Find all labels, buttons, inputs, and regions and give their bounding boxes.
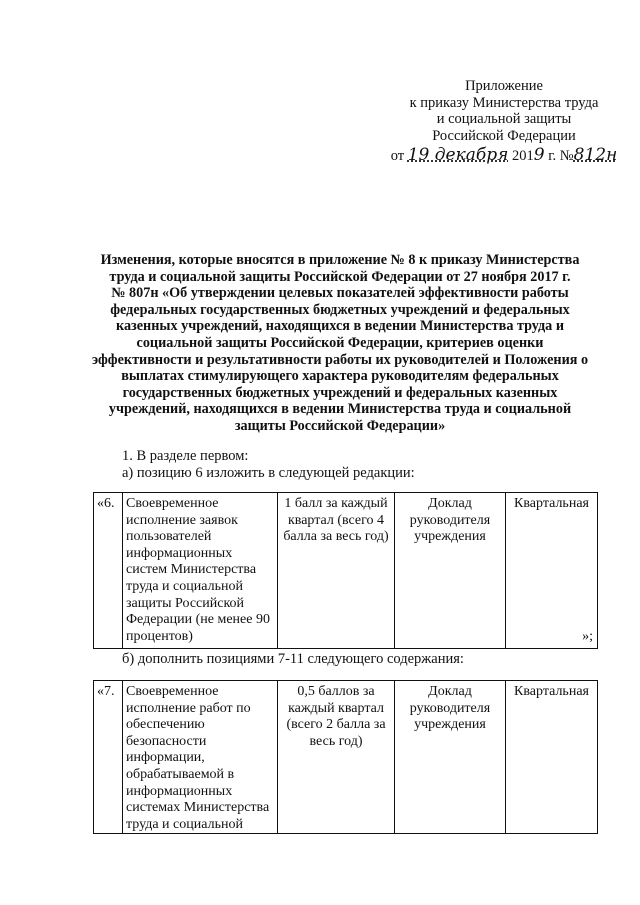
title-line: учреждений, находящихся в ведении Министерства труда и социальной	[108, 401, 572, 418]
cell-period	[506, 493, 598, 649]
section-item-b: б) дополнить позициями 7-11 следующего содержания:	[122, 651, 464, 667]
table-positions-7-11	[93, 680, 598, 834]
cell-score: 1 балл за каждый квартал (всего 4 балла за весь год)	[278, 493, 395, 649]
appendix-title: Приложение	[465, 78, 543, 94]
table-row	[94, 681, 598, 834]
title-line: эффективности и результативности работы их руководителей и Положения о	[91, 351, 589, 368]
title-line: социальной защиты Российской Федерации, критериев оценки	[136, 334, 544, 351]
title-line: труда и социальной защиты Российской Федерации от 27 ноября 2017 г.	[109, 268, 571, 285]
cell-report: Доклад руководителя учреждения	[395, 493, 506, 649]
handwritten-date: 19 декабря	[407, 145, 509, 165]
cell-number: «7.	[94, 681, 123, 834]
cell-score: 0,5 баллов за каждый квартал (всего 2 балла за весь год)	[278, 681, 395, 834]
appendix-ministry-line: и социальной защиты	[436, 111, 572, 127]
date-prefix: от	[390, 148, 405, 164]
table-position-6	[93, 492, 598, 649]
cell-description: Своевременное исполнение работ по обеспечению безопасности информации, обрабатываемой в информационных системах Министерства труда и социальной	[123, 681, 278, 834]
section-item-1: 1. В разделе первом:	[122, 448, 249, 464]
title-line: № 807н «Об утверждении целевых показателей эффективности работы	[111, 285, 569, 302]
handwritten-year: 9	[533, 145, 545, 165]
closing-quote: »;	[582, 629, 593, 645]
cell-description: Своевременное исполнение заявок пользователей информационных систем Министерства труда и социальной защиты Российской Федерации (не менее 90 процентов)	[123, 493, 278, 649]
title-line: федеральных государственных бюджетных учреждений и федеральных	[110, 301, 570, 318]
title-line: выплатах стимулирующего характера руководителям федеральных	[121, 368, 559, 385]
appendix-date-line	[380, 147, 628, 165]
number-prefix: г. №	[548, 148, 574, 164]
title-line: Изменения, которые вносятся в приложение № 8 к приказу Министерства	[100, 252, 580, 268]
cell-report: Доклад руководителя учреждения	[395, 681, 506, 834]
handwritten-number: 812н	[573, 145, 618, 165]
appendix-order-ref: к приказу Министерства труда	[409, 94, 599, 111]
title-line: казенных учреждений, находящихся в ведении Министерства труда и	[116, 318, 564, 335]
section-item-a: а) позицию 6 изложить в следующей редакции:	[122, 465, 415, 481]
title-line: защиты Российской Федерации»	[234, 417, 446, 434]
cell-period: Квартальная	[506, 681, 598, 834]
period-value: Квартальная	[514, 496, 589, 511]
cell-number: «6.	[94, 493, 123, 649]
title-line: государственных бюджетных учреждений и федеральных казенных	[122, 384, 558, 401]
appendix-block	[380, 78, 628, 165]
document-title	[70, 252, 610, 435]
table-row	[94, 493, 598, 649]
year-prefix: 201	[512, 148, 534, 164]
appendix-country-line: Российской Федерации	[432, 127, 576, 144]
